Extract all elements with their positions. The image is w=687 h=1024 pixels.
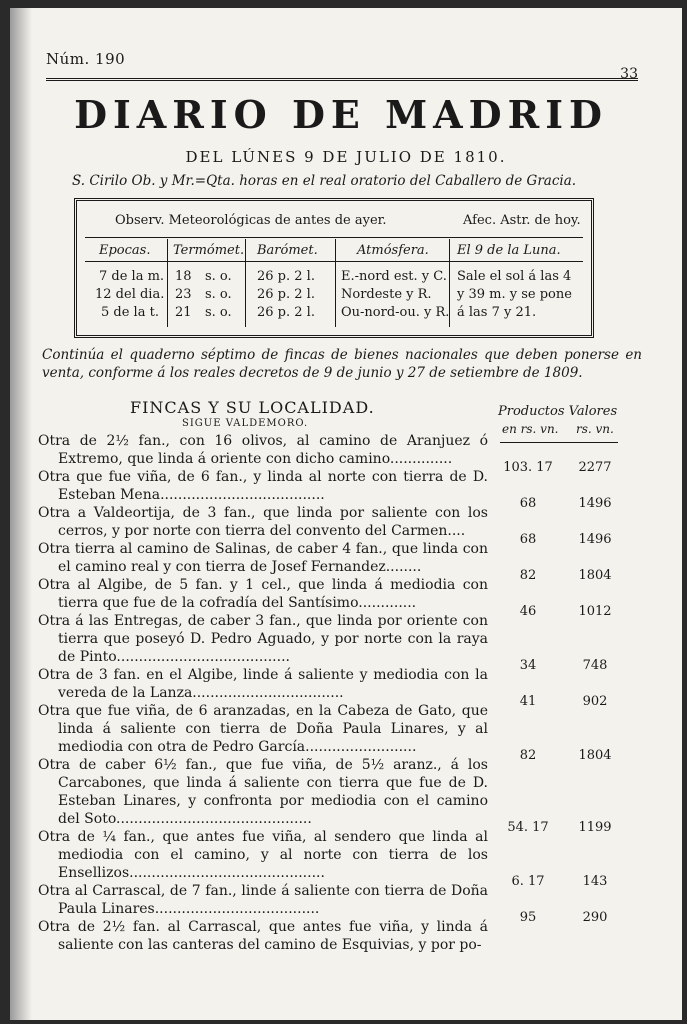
meteo-term: 18 bbox=[175, 269, 192, 284]
masthead-title: DIARIO DE MADRID bbox=[74, 92, 608, 137]
newspaper-page bbox=[10, 8, 682, 1020]
entry-text: Otra que fue viña, de 6 fan., y linda al norte con tierra de D. Esteban Mena..................................... bbox=[38, 469, 488, 503]
meteo-col-sep bbox=[245, 239, 246, 327]
meteo-col-header: Termómet. bbox=[173, 243, 245, 258]
entry-text: Otra de ¼ fan., que antes fue viña, al sendero que linda al mediodia con el camino, y al norte con tierra de los Ensellizos............................................ bbox=[38, 829, 488, 881]
luna-line: Sale el sol á las 4 bbox=[457, 269, 572, 284]
list-item bbox=[38, 576, 488, 612]
meteo-divider bbox=[85, 261, 583, 262]
meteo-col-header: Atmósfera. bbox=[357, 243, 429, 258]
meteo-term-unit: s. o. bbox=[205, 305, 232, 320]
meteo-divider bbox=[85, 237, 583, 238]
meteo-epoca: 7 de la m. bbox=[99, 269, 165, 284]
entry-value: 1012 bbox=[578, 604, 612, 619]
list-item bbox=[38, 882, 488, 918]
section-title: FINCAS Y SU LOCALIDAD. bbox=[130, 398, 375, 417]
luna-line: y 39 m. y se pone bbox=[457, 287, 572, 302]
entry-text: Otra de caber 6½ fan., que fue viña, de 5½ aranz., á los Carcabones, que linda á saliente con tierra que fue de D. Esteban Linares, y confronta por mediodia con el camino del Soto............................................ bbox=[38, 757, 488, 827]
entry-product: 34 bbox=[519, 658, 537, 673]
entry-product: 103. 17 bbox=[503, 460, 553, 475]
meteo-heading-left: Observ. Meteorológicas de antes de ayer. bbox=[115, 213, 387, 228]
meteo-atm: Ou-nord-ou. y R. bbox=[341, 305, 450, 320]
entry-value: 1496 bbox=[578, 496, 612, 511]
intro-paragraph: Continúa el quaderno séptimo de fincas de bienes nacionales que deben ponerse en venta, conforme á los reales decretos de 9 de junio y 27 de setiembre de 1809. bbox=[42, 347, 642, 381]
meteo-col-header: Barómet. bbox=[257, 243, 318, 258]
issue-number: Núm. 190 bbox=[46, 50, 126, 68]
meteo-col-header: Epocas. bbox=[99, 243, 151, 258]
entry-product: 41 bbox=[519, 694, 537, 709]
entry-value: 1804 bbox=[578, 748, 612, 763]
header-rule bbox=[46, 78, 638, 85]
entry-text: Otra al Carrascal, de 7 fan., linde á saliente con tierra de Doña Paula Linares..................................... bbox=[38, 883, 488, 917]
entry-text: Otra al Algibe, de 5 fan. y 1 cel., que linda á mediodia con tierra que fue de la cofradía del Santísimo............. bbox=[38, 577, 488, 611]
meteorological-table bbox=[74, 198, 594, 338]
list-item bbox=[38, 828, 488, 882]
meteo-atm: E.-nord est. y C. bbox=[341, 269, 447, 284]
entry-text: Otra de 2½ fan., con 16 olivos, al camino de Aranjuez ó Extremo, que linda á oriente con dicho camino.............. bbox=[38, 433, 488, 467]
meteo-epoca: 5 de la t. bbox=[101, 305, 159, 320]
entry-product: 82 bbox=[519, 568, 537, 583]
entry-product: 68 bbox=[519, 532, 537, 547]
entry-value: 2277 bbox=[578, 460, 612, 475]
issue-date: DEL LÚNES 9 DE JULIO DE 1810. bbox=[185, 148, 507, 166]
entry-product: 54. 17 bbox=[507, 820, 549, 835]
entry-value: 902 bbox=[582, 694, 608, 709]
entry-value: 1804 bbox=[578, 568, 612, 583]
entry-value: 143 bbox=[582, 874, 608, 889]
entry-value: 1496 bbox=[578, 532, 612, 547]
list-item bbox=[38, 612, 488, 666]
list-item bbox=[38, 756, 488, 828]
luna-line: á las 7 y 21. bbox=[457, 305, 537, 320]
entry-text: Otra a Valdeortija, de 3 fan., que linda por saliente con los cerros, y por norte con tierra del convento del Carmen.... bbox=[38, 505, 488, 539]
column-header-values-unit: rs. vn. bbox=[576, 422, 614, 436]
entry-text: Otra de 3 fan. en el Algibe, linde á saliente y mediodia con la vereda de la Lanza.................................. bbox=[38, 667, 488, 701]
entry-text: Otra á las Entregas, de caber 3 fan., que linda por oriente con tierra que poseyó D. Pedro Aguado, y por norte con la raya de Pinto....................................... bbox=[38, 613, 488, 665]
entry-product: 6. 17 bbox=[511, 874, 545, 889]
entry-text: Otra que fue viña, de 6 aranzadas, en la Cabeza de Gato, que linda á saliente con tierra de Doña Paula Linares, y al mediodia con otra de Pedro García......................... bbox=[38, 703, 488, 755]
meteo-term-unit: s. o. bbox=[205, 269, 232, 284]
list-item bbox=[38, 468, 488, 504]
column-header-products-unit: en rs. vn. bbox=[502, 422, 559, 436]
meteo-bar: 26 p. 2 l. bbox=[257, 287, 315, 302]
list-item bbox=[38, 432, 488, 468]
list-item bbox=[38, 504, 488, 540]
meteo-bar: 26 p. 2 l. bbox=[257, 269, 315, 284]
meteo-term-unit: s. o. bbox=[205, 287, 232, 302]
entry-product: 68 bbox=[519, 496, 537, 511]
entry-text: Otra de 2½ fan. al Carrascal, que antes fue viña, y linda á saliente con las canteras del camino de Esquivias, y por po- bbox=[38, 919, 488, 953]
list-item bbox=[38, 540, 488, 576]
meteo-col-sep bbox=[167, 239, 168, 327]
list-item bbox=[38, 702, 488, 756]
meteo-col-header: El 9 de la Luna. bbox=[457, 243, 561, 258]
meteo-atm: Nordeste y R. bbox=[341, 287, 432, 302]
section-subtitle: SIGUE VALDEMORO. bbox=[182, 418, 309, 429]
meteo-bar: 26 p. 2 l. bbox=[257, 305, 315, 320]
list-item bbox=[38, 666, 488, 702]
meteo-epoca: 12 del dia. bbox=[95, 287, 165, 302]
entry-text: Otra tierra al camino de Salinas, de caber 4 fan., que linda con el camino real y con tierra de Josef Fernandez........ bbox=[38, 541, 488, 575]
entry-product: 82 bbox=[519, 748, 537, 763]
entry-value: 1199 bbox=[578, 820, 612, 835]
column-header-rule bbox=[500, 442, 618, 443]
entry-value: 290 bbox=[582, 910, 608, 925]
column-header-products: Productos Valores bbox=[498, 404, 618, 419]
meteo-heading-right: Afec. Astr. de hoy. bbox=[463, 213, 581, 228]
entry-product: 95 bbox=[519, 910, 537, 925]
meteo-term: 21 bbox=[175, 305, 192, 320]
entry-value: 748 bbox=[582, 658, 608, 673]
list-item bbox=[38, 918, 488, 954]
meteo-col-sep bbox=[335, 239, 336, 327]
saint-of-day: S. Cirilo Ob. y Mr.=Qta. horas en el real oratorio del Caballero de Gracia. bbox=[72, 173, 577, 189]
page-number: 33 bbox=[620, 66, 638, 82]
meteo-term: 23 bbox=[175, 287, 192, 302]
entry-product: 46 bbox=[519, 604, 537, 619]
